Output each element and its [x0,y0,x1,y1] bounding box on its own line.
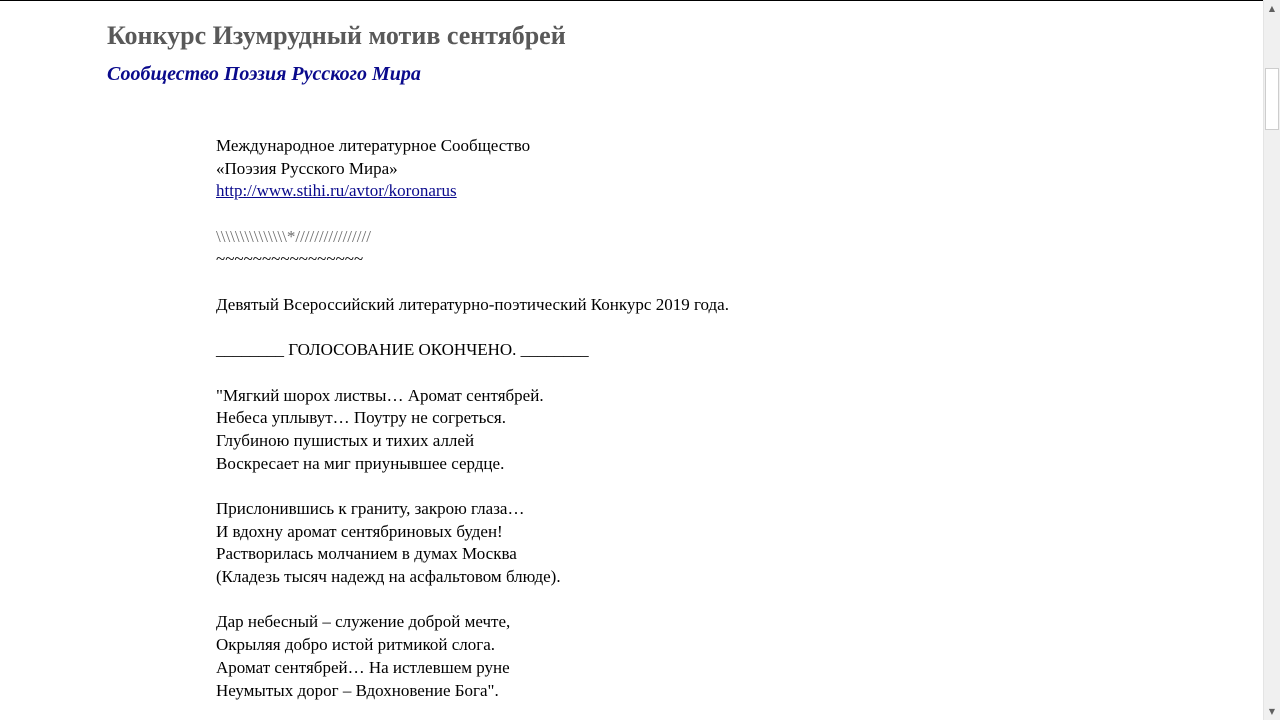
spacer [216,271,1116,294]
chevron-down-icon[interactable]: ▼ [1268,707,1276,716]
poem-line: Глубиною пушистых и тихих аллей [216,430,475,450]
org-name: «Поэзия Русского Мира» [216,158,398,178]
voting-status: ________ ГОЛОСОВАНИЕ ОКОНЧЕНО. ________ [216,340,589,360]
poem-line: Неумытых дорог – Вдохновение Бога". [216,680,499,700]
scrollbar-thumb[interactable] [1265,68,1279,130]
poem-body [216,135,1116,702]
poem-line: (Кладезь тысяч надежд на асфальтовом блюде). [216,567,561,587]
poem-line: Дар небесный – служение доброй мечте, [216,612,511,632]
spacer [216,362,1116,385]
chevron-up-icon[interactable]: ▲ [1268,4,1276,13]
poem-line: Воскресает на миг приунывшее сердце. [216,453,505,473]
vertical-scrollbar[interactable] [1263,0,1280,720]
profile-link[interactable]: http://www.stihi.ru/avtor/koronarus [216,181,457,201]
poem-line: "Мягкий шорох листвы… Аромат сентябрей. [216,385,544,405]
spacer [216,317,1116,340]
page-title: Конкурс Изумрудный мотив сентябрей [107,21,566,50]
poem-line: Растворилась молчанием в думах Москва [216,544,517,564]
author-link[interactable]: Сообщество Поэзия Русского Мира [107,63,421,85]
contest-title: Девятый Всероссийский литературно-поэтический Конкурс 2019 года. [216,294,729,314]
spacer [216,589,1116,612]
spacer [216,475,1116,498]
poem-line: И вдохну аромат сентябриновых буден! [216,521,503,541]
decor-tilde: ~~~~~~~~~~~~~~~~ [216,249,364,269]
org-line: Международное литературное Сообщество [216,136,531,155]
poem-line: Окрыляя добро истой ритмикой слога. [216,635,495,655]
spacer [216,203,1116,226]
poem-line: Прислонившись к граниту, закрою глаза… [216,499,525,518]
decor-line: \\\\\\\\\\\\\\\*//////////////// [216,226,371,246]
poem-line: Небеса уплывут… Поутру не согреться. [216,408,506,428]
poem-line: Аромат сентябрей… На истлевшем руне [216,657,510,677]
